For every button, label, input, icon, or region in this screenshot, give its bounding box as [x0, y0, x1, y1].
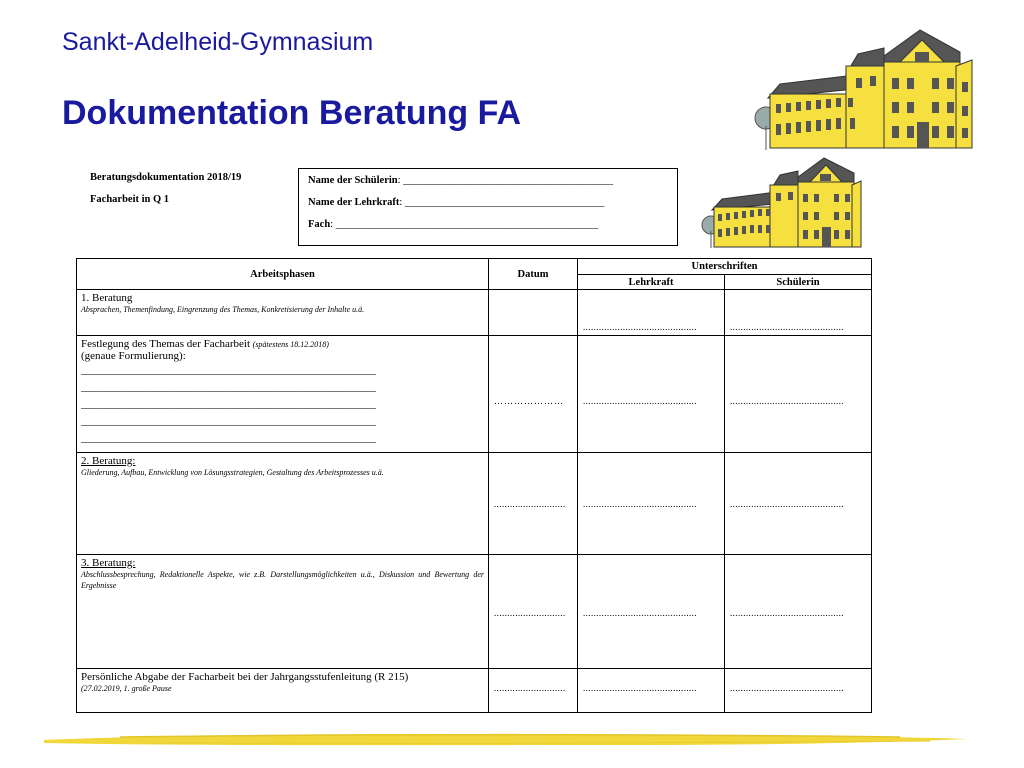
topic-line[interactable]: ______________________________________________________________	[81, 399, 376, 410]
field-line: : ________________________________________	[397, 175, 614, 186]
signature-dots: ...........................................	[583, 322, 697, 332]
field-line: : ______________________________________	[399, 197, 605, 208]
signature-dots: ...........................................	[730, 499, 844, 509]
signature-dots: ...........................................	[583, 683, 697, 693]
date-dots: ...........................	[494, 683, 566, 693]
signature-dots: ...........................................	[583, 396, 697, 406]
phase-description: Abschlussbesprechung, Redaktionelle Aspekte, wie z.B. Darstellungsmöglichkeiten u.ä., Diskussion und Bewertung der Ergebnisse	[81, 570, 484, 590]
column-header-student: Schülerin	[725, 275, 872, 290]
signature-dots: ...........................................	[583, 499, 697, 509]
topic-line[interactable]: ______________________________________________________________	[81, 382, 376, 393]
signature-dots: ...........................................	[730, 608, 844, 618]
phase-cell	[77, 453, 489, 555]
phase-cell	[77, 290, 489, 336]
phase-description: Gliederung, Aufbau, Entwicklung von Lösungsstrategien, Gestaltung des Arbeitsprozesses u.ä.	[81, 468, 384, 477]
column-header-teacher: Lehrkraft	[578, 275, 725, 290]
phase-title: 2. Beratung:	[81, 455, 136, 467]
signature-dots: ...........................................	[730, 683, 844, 693]
school-name: Sankt-Adelheid-Gymnasium	[62, 28, 374, 56]
phase-deadline: (spätestens 18.12.2018)	[252, 340, 329, 349]
date-cell[interactable]	[489, 290, 578, 336]
phase-cell	[77, 336, 489, 453]
table-row	[77, 336, 872, 453]
name-fields-box	[298, 168, 678, 246]
student-signature-cell[interactable]	[725, 669, 872, 713]
date-cell[interactable]	[489, 555, 578, 669]
column-header-signatures: Unterschriften	[578, 259, 872, 275]
field-label: Name der Schülerin	[308, 175, 398, 186]
column-header-date: Datum	[489, 259, 578, 290]
date-cell[interactable]	[489, 453, 578, 555]
teacher-signature-cell[interactable]	[578, 290, 725, 336]
table-row	[77, 453, 872, 555]
teacher-signature-cell[interactable]	[578, 669, 725, 713]
teacher-name-field[interactable]	[308, 197, 668, 219]
topic-line[interactable]: ______________________________________________________________	[81, 365, 376, 376]
form-info	[90, 172, 241, 216]
field-label: Name der Lehrkraft	[308, 197, 400, 208]
teacher-signature-cell[interactable]	[578, 336, 725, 453]
page-title: Dokumentation Beratung FA	[62, 94, 522, 132]
signature-dots: ...........................................	[730, 396, 844, 406]
column-header-phases: Arbeitsphasen	[77, 259, 489, 290]
phase-title: 1. Beratung	[81, 292, 133, 304]
school-building-illustration-small	[700, 155, 862, 249]
student-signature-cell[interactable]	[725, 336, 872, 453]
decorative-swoosh	[0, 724, 1024, 754]
student-signature-cell[interactable]	[725, 290, 872, 336]
date-cell[interactable]	[489, 669, 578, 713]
phase-subtitle: (genaue Formulierung):	[81, 350, 186, 362]
student-name-field[interactable]	[308, 175, 668, 197]
teacher-signature-cell[interactable]	[578, 453, 725, 555]
topic-line[interactable]: ______________________________________________________________	[81, 416, 376, 427]
field-line: : __________________________________________________	[330, 219, 599, 230]
student-signature-cell[interactable]	[725, 453, 872, 555]
school-building-illustration	[752, 26, 974, 152]
teacher-signature-cell[interactable]	[578, 555, 725, 669]
phase-title: 3. Beratung:	[81, 557, 136, 569]
date-dots: ...........................	[494, 499, 566, 509]
student-signature-cell[interactable]	[725, 555, 872, 669]
table-row	[77, 555, 872, 669]
phase-description: (27.02.2019, 1. große Pause	[81, 684, 172, 693]
phase-title: Persönliche Abgabe der Facharbeit bei der Jahrgangsstufenleitung (R 215)	[81, 671, 409, 683]
phase-cell	[77, 555, 489, 669]
signature-dots: ...........................................	[730, 322, 844, 332]
table-row	[77, 290, 872, 336]
course-label: Facharbeit in Q 1	[90, 194, 170, 205]
phase-description: Absprachen, Themenfindung, Eingrenzung des Themas, Konkretisierung der Inhalte u.ä.	[81, 305, 365, 314]
phase-title: Festlegung des Themas der Facharbeit	[81, 338, 251, 350]
field-label: Fach	[308, 219, 331, 230]
signature-dots: ...........................................	[583, 608, 697, 618]
consultation-table	[76, 258, 872, 713]
school-year-label: Beratungsdokumentation 2018/19	[90, 172, 242, 183]
date-dots: ...........................	[494, 608, 566, 618]
table-row	[77, 669, 872, 713]
date-cell[interactable]	[489, 336, 578, 453]
topic-line[interactable]: ______________________________________________________________	[81, 433, 376, 444]
subject-field[interactable]	[308, 219, 668, 241]
phase-cell	[77, 669, 489, 713]
date-dots: …………………	[494, 396, 564, 406]
